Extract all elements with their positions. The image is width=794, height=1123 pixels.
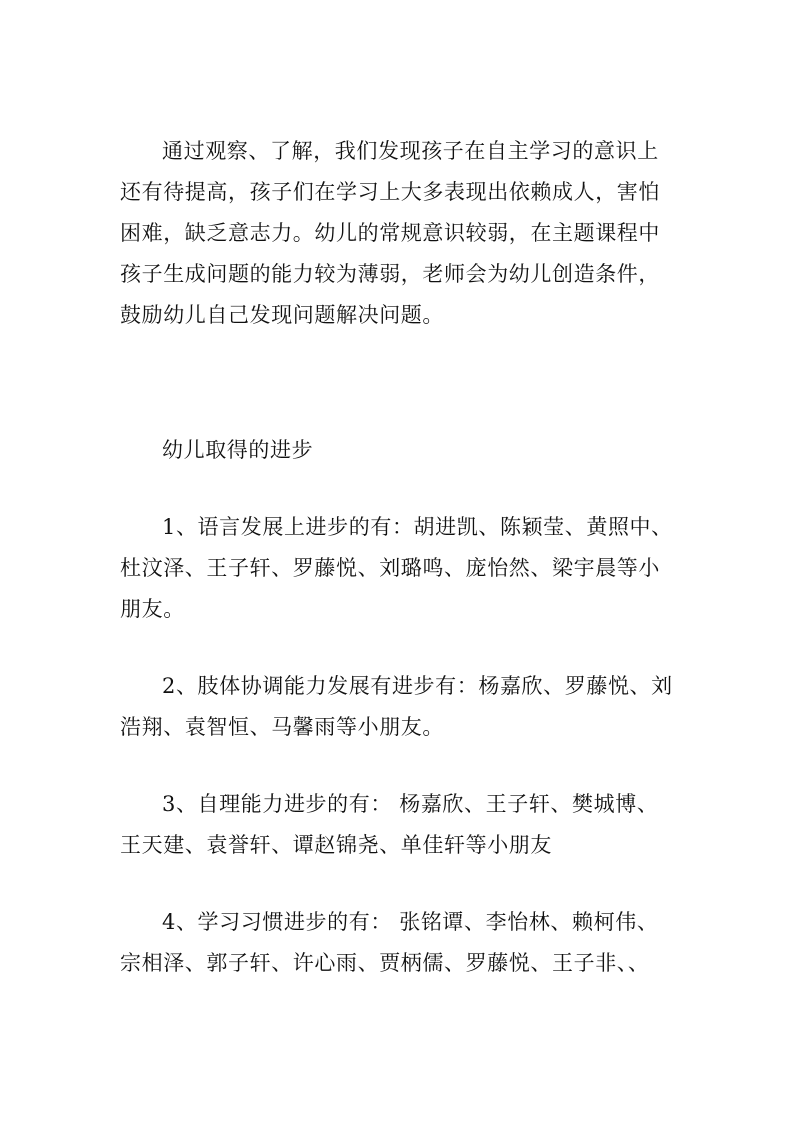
spacer: [120, 336, 680, 394]
spacer: [120, 748, 680, 784]
spacer: [120, 630, 680, 666]
document-body: [120, 131, 680, 984]
spacer: [120, 866, 680, 902]
progress-item-habits: 4、学习习惯进步的有： 张铭谭、李怡林、赖柯伟、宗相泽、郭子轩、许心雨、贾柄儒、罗藤悦、王子非、、: [120, 910, 659, 975]
section-heading: 幼儿取得的进步: [162, 438, 314, 462]
progress-item-selfcare: 3、自理能力进步的有： 杨嘉欣、王子轩、樊城博、王天建、袁誉轩、谭赵锦尧、单佳轩等小朋友: [120, 792, 659, 857]
progress-item-motor: 2、肢体协调能力发展有进步有：杨嘉欣、罗藤悦、刘浩翔、袁智恒、马馨雨等小朋友。: [120, 674, 673, 739]
spacer: [120, 394, 680, 430]
spacer: [120, 471, 680, 507]
progress-item-language: 1、语言发展上进步的有：胡进凯、陈颖莹、黄照中、杜汶泽、王子轩、罗藤悦、刘璐鸣、庞怡然、梁宇晨等小朋友。: [120, 515, 673, 621]
intro-paragraph: 通过观察、了解，我们发现孩子在自主学习的意识上还有待提高，孩子们在学习上大多表现出依赖成人，害怕困难，缺乏意志力。幼儿的常规意识较弱，在主题课程中孩子生成问题的能力较为薄弱，老师会为幼儿创造条件，鼓励幼儿自己发现问题解决问题。: [120, 139, 660, 327]
